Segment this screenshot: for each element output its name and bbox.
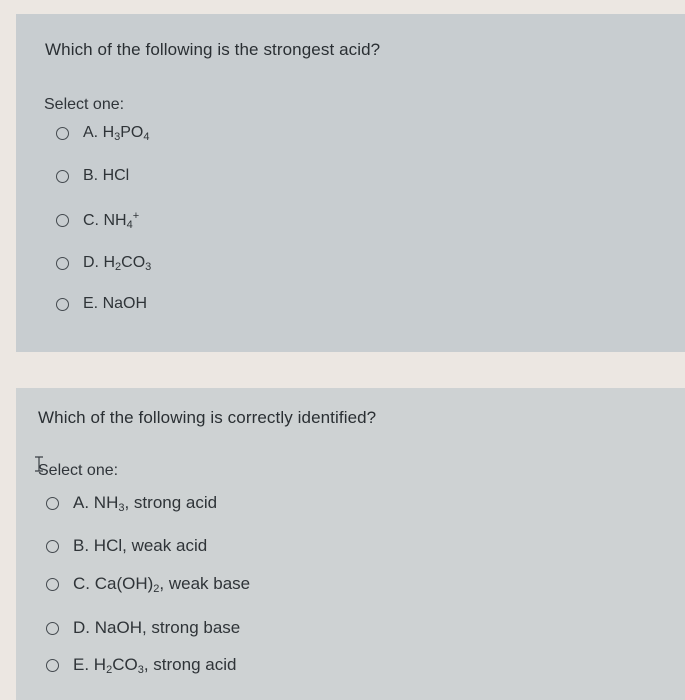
- option-letter: B.: [83, 167, 103, 184]
- option-letter: E.: [83, 295, 103, 312]
- formula-subscript: 3: [118, 502, 125, 514]
- option-letter: C.: [73, 574, 95, 593]
- formula-text: NaOH: [102, 295, 148, 312]
- question-1-option-d[interactable]: [56, 254, 151, 273]
- formula-subscript: 2: [106, 664, 113, 676]
- question-2-option-d[interactable]: [46, 618, 240, 638]
- text-cursor-icon: [34, 456, 44, 472]
- option-label: [73, 618, 240, 638]
- formula-text: , weak base: [159, 574, 251, 593]
- radio-button[interactable]: [46, 540, 59, 553]
- option-label: [73, 536, 207, 556]
- formula-text: NH: [93, 493, 119, 512]
- option-label: [83, 124, 150, 143]
- formula-text: H: [103, 254, 116, 271]
- question-2-card: [16, 388, 685, 700]
- option-label: [83, 167, 129, 185]
- formula-text: NaOH, strong base: [94, 618, 241, 637]
- question-1-card: [16, 14, 685, 352]
- option-letter: D.: [83, 254, 104, 271]
- radio-button[interactable]: [56, 257, 69, 270]
- formula-subscript: 4: [143, 131, 150, 143]
- option-label: [73, 574, 250, 595]
- radio-button[interactable]: [46, 497, 59, 510]
- formula-supscript: +: [132, 210, 140, 222]
- formula-subscript: 3: [114, 131, 121, 143]
- question-2-option-c[interactable]: [46, 574, 250, 595]
- formula-text: HCl, weak acid: [93, 536, 208, 555]
- option-label: [83, 210, 139, 231]
- formula-text: CO: [112, 655, 138, 674]
- radio-button[interactable]: [46, 659, 59, 672]
- formula-text: Ca(OH): [94, 574, 154, 593]
- option-letter: B.: [73, 536, 94, 555]
- option-label: [73, 655, 236, 676]
- option-letter: C.: [83, 212, 104, 229]
- question-1-option-a[interactable]: [56, 124, 150, 143]
- question-2-option-b[interactable]: [46, 536, 207, 556]
- radio-button[interactable]: [56, 170, 69, 183]
- option-label: [83, 295, 147, 313]
- formula-subscript: 2: [115, 261, 122, 273]
- formula-subscript: 3: [145, 261, 152, 273]
- question-2-option-a[interactable]: [46, 493, 217, 514]
- question-2-select-label: Select one:: [38, 462, 119, 479]
- option-letter: E.: [73, 655, 94, 674]
- formula-text: , strong acid: [124, 493, 218, 512]
- radio-button[interactable]: [56, 214, 69, 227]
- radio-button[interactable]: [56, 298, 69, 311]
- formula-subscript: 3: [137, 664, 144, 676]
- formula-text: HCl: [102, 167, 130, 184]
- question-1-option-e[interactable]: [56, 295, 147, 313]
- formula-text: CO: [121, 254, 146, 271]
- question-1-option-c[interactable]: [56, 210, 139, 231]
- radio-button[interactable]: [46, 578, 59, 591]
- radio-button[interactable]: [46, 622, 59, 635]
- option-letter: A.: [83, 124, 103, 141]
- radio-button[interactable]: [56, 127, 69, 140]
- formula-subscript: 2: [153, 583, 160, 595]
- formula-text: H: [102, 124, 115, 141]
- question-1-text: Which of the following is the strongest acid?: [45, 40, 381, 59]
- formula-text: PO: [120, 124, 144, 141]
- option-label: [83, 254, 151, 273]
- question-1-option-b[interactable]: [56, 167, 129, 185]
- question-2-text: Which of the following is correctly identified?: [38, 408, 377, 427]
- question-1-select-label: Select one:: [44, 96, 125, 113]
- formula-text: H: [93, 655, 107, 674]
- option-label: [73, 493, 217, 514]
- question-2-option-e[interactable]: [46, 655, 236, 676]
- option-letter: D.: [73, 618, 95, 637]
- formula-subscript: 4: [126, 219, 133, 231]
- formula-text: NH: [103, 212, 127, 229]
- formula-text: , strong acid: [143, 655, 237, 674]
- option-letter: A.: [73, 493, 94, 512]
